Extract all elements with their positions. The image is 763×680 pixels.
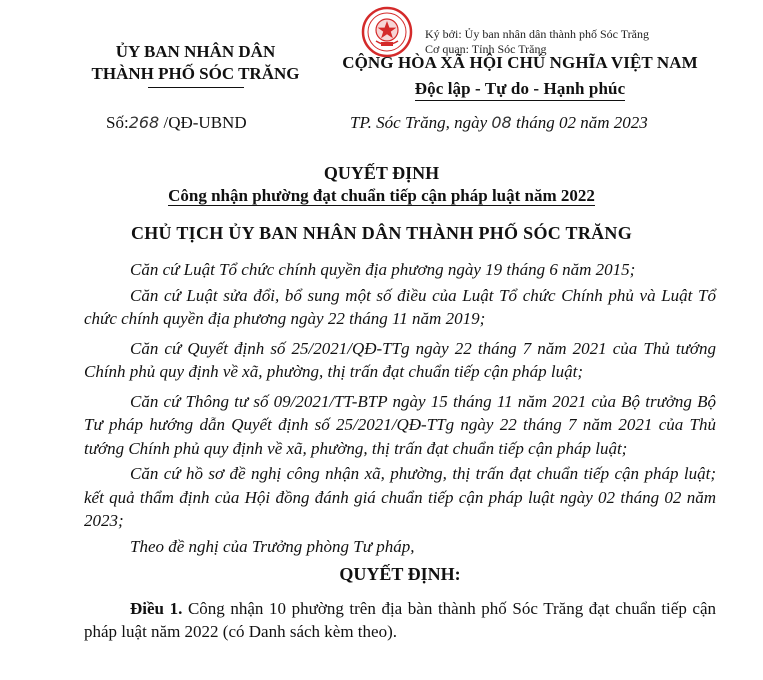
place-date-line <box>350 113 648 133</box>
document-subject <box>0 186 763 206</box>
document-number <box>106 113 247 133</box>
agency-underline <box>148 87 244 88</box>
article-1-label: Điều 1. <box>130 598 183 618</box>
signature-signed-by: Ký bởi: Ủy ban nhân dân thành phố Sóc Trăng <box>425 27 649 41</box>
proposal-line: Theo đề nghị của Trưởng phòng Tư pháp, <box>130 536 415 556</box>
date-before: TP. Sóc Trăng, ngày <box>350 113 488 132</box>
doc-number-handwritten: 268 <box>128 113 160 132</box>
date-after: tháng 02 năm 2023 <box>515 113 648 132</box>
article-1-text: Công nhận 10 phường trên địa bàn thành phố Sóc Trăng đạt chuẩn tiếp cận pháp luật năm 2022 (có Danh sách kèm theo). <box>84 598 717 641</box>
date-day-handwritten: 08 <box>491 113 512 132</box>
agency-line-2: THÀNH PHỐ SÓC TRĂNG <box>91 64 300 83</box>
nation-motto: Độc lập - Tự do - Hạnh phúc <box>415 78 626 101</box>
document-body <box>84 258 716 644</box>
legal-basis-2: Căn cứ Luật sửa đổi, bổ sung một số điều của Luật Tổ chức Chính phủ và Luật Tổ chức chính quyền địa phương ngày 22 tháng 11 năm 2019; <box>84 285 716 328</box>
national-header <box>330 50 710 102</box>
doc-number-prefix: Số: <box>106 113 129 132</box>
nation-name: CỘNG HÒA XÃ HỘI CHỦ NGHĨA VIỆT NAM <box>342 53 698 72</box>
agency-line-1: ỦY BAN NHÂN DÂN <box>115 42 276 61</box>
signature-agency: Cơ quan: Tỉnh Sóc Trăng <box>425 42 547 56</box>
article-1 <box>84 597 716 644</box>
document-subject-text: Công nhận phường đạt chuẩn tiếp cận pháp luật năm 2022 <box>168 186 595 205</box>
decide-heading: QUYẾT ĐỊNH: <box>339 564 461 584</box>
issuing-agency <box>83 41 308 88</box>
legal-basis-3: Căn cứ Quyết định số 25/2021/QĐ-TTg ngày 22 tháng 7 năm 2021 của Thủ tướng Chính phủ quy định về xã, phường, thị trấn đạt chuẩn tiếp cận pháp luật; <box>84 338 716 381</box>
legal-basis-1: Căn cứ Luật Tổ chức chính quyền địa phương ngày 19 tháng 6 năm 2015; <box>130 260 636 279</box>
document-type-title: QUYẾT ĐỊNH <box>323 163 440 183</box>
legal-basis-4: Căn cứ Thông tư số 09/2021/TT-BTP ngày 15 tháng 11 năm 2021 của Bộ trưởng Bộ Tư pháp hướng dẫn Quyết định số 25/2021/QĐ-TTg ngày 22 tháng 7 năm 2021 của Thủ tướng Chính phủ quy định về xã, phường, thị trấn đạt chuẩn tiếp cận pháp luật; <box>84 391 716 458</box>
legal-basis-5: Căn cứ hồ sơ đề nghị công nhận xã, phường, thị trấn đạt chuẩn tiếp cận pháp luật; kết quả thẩm định của Hội đồng đánh giá chuẩn tiếp cận pháp luật ngày 02 tháng 02 năm 2023; <box>84 464 716 530</box>
doc-number-suffix: /QĐ-UBND <box>163 113 247 132</box>
issuing-authority-title: CHỦ TỊCH ỦY BAN NHÂN DÂN THÀNH PHỐ SÓC TRĂNG <box>130 223 633 243</box>
